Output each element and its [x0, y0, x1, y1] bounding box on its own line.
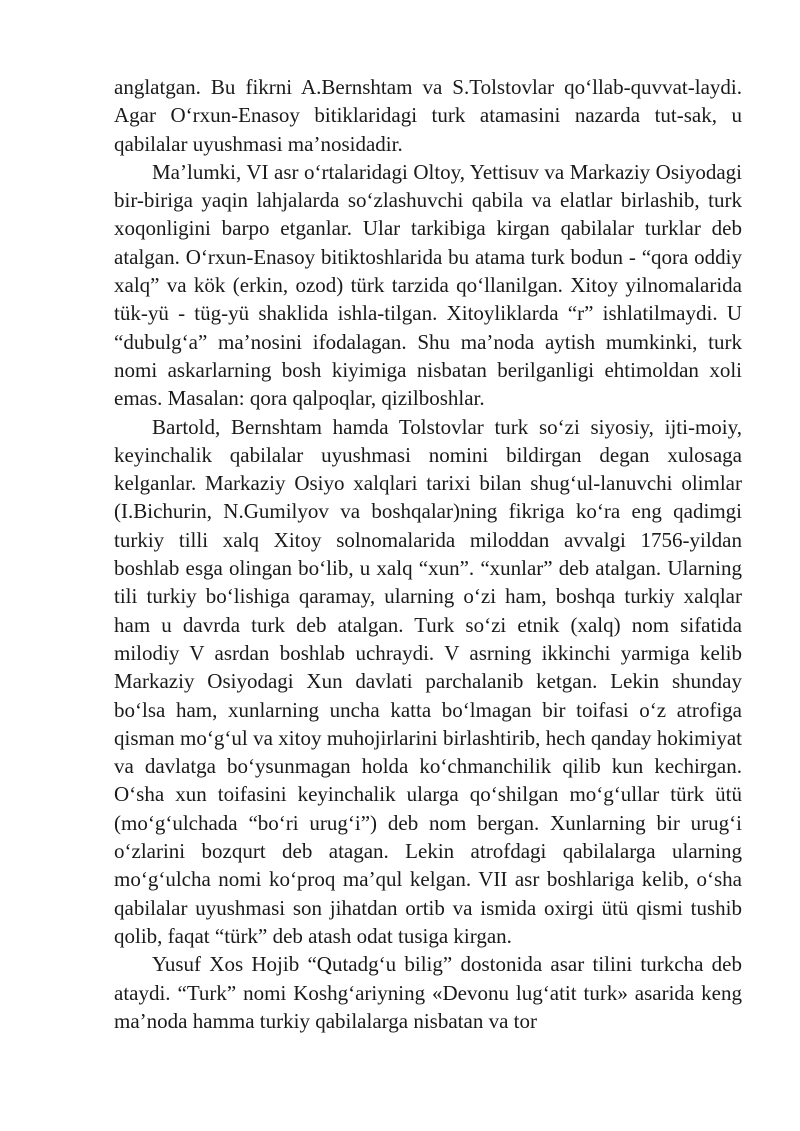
paragraph-4: Yusuf Xos Hojib “Qutadg‘u bilig” dostonida asar tilini turkcha deb ataydi. “Turk” nomi Koshg‘ariyning «Devonu lug‘atit turk» asarida keng ma’noda hamma turkiy qabilalarga nisbatan va tor	[114, 952, 742, 1033]
document-page	[114, 73, 742, 1035]
paragraph-1: anglatgan. Bu fikrni A.Bernshtam va S.Tolstovlar qo‘llab-quvvat-laydi. Agar O‘rxun-Enasoy bitiklaridagi turk atamasini nazarda tut-sak, u qabilalar uyushmasi ma’nosidadir.	[114, 75, 742, 156]
paragraph-3: Bartold, Bernshtam hamda Tolstovlar turk so‘zi siyosiy, ijti-moiy, keyinchalik qabilalar uyushmasi nomini bildirgan degan xulosaga kelganlar. Markaziy Osiyo xalqlari tarixi bilan shug‘ul-lanuvchi olimlar (I.Bichurin, N.Gumilyov va boshqalar)ning fikriga ko‘ra eng qadimgi turkiy tilli xalq Xitoy solnomalarida miloddan avvalgi 1756-yildan boshlab esga olingan bo‘lib, u xalq “xun”. “xunlar” deb atalgan. Ularning tili turkiy bo‘lishiga qaramay, ularning o‘zi ham, boshqa turkiy xalqlar ham u davrda turk deb atalgan. Turk so‘zi etnik (xalq) nom sifatida milodiy V asrdan boshlab uchraydi. V asrning ikkinchi yarmiga kelib Markaziy Osiyodagi Xun davlati parchalanib ketgan. Lekin shunday bo‘lsa ham, xunlarning uncha katta bo‘lmagan bir toifasi o‘z atrofiga qisman mo‘g‘ul va xitoy muhojirlarini birlashtirib, hech qanday hokimiyat va davlatga bo‘ysunmagan holda ko‘chmanchilik qilib kun kechirgan. O‘sha xun toifasini keyinchalik ularga qo‘shilgan mo‘g‘ullar türk ütü (mo‘g‘ulchada “bo‘ri urug‘i”) deb nom bergan. Xunlarning bir urug‘i o‘zlarini bozqurt deb atagan. Lekin atrofdagi qabilalarga ularning mo‘g‘ulcha nomi ko‘proq ma’qul kelgan. VII asr boshlariga kelib, o‘sha qabilalar uyushmasi son jihatdan ortib va ismida oxirgi ütü qismi tushib qolib, faqat “türk” deb atash odat tusiga kirgan.	[114, 414, 742, 948]
paragraph-2: Ma’lumki, VI asr o‘rtalaridagi Oltoy, Yettisuv va Markaziy Osiyodagi bir-biriga yaqin lahjalarda so‘zlashuvchi qabila va elatlar birlashib, turk xoqonligini barpo etganlar. Ular tarkibiga kirgan qabilalar turklar deb atalgan. O‘rxun-Enasoy bitiktoshlarida bu atama turk bodun - “qora oddiy xalq” va kök (erkin, ozod) türk tarzida qo‘llanilgan. Xitoy yilnomalarida tük-yü - tüg-yü shaklida ishla-tilgan. Xitoyliklarda “r” ishlatilmaydi. U “dubulg‘a” ma’nosini ifodalagan. Shu ma’noda aytish mumkinki, turk nomi askarlarning bosh kiyimiga nisbatan berilganligi ehtimoldan xoli emas. Masalan: qora qalpoqlar, qizilboshlar.	[114, 159, 742, 411]
